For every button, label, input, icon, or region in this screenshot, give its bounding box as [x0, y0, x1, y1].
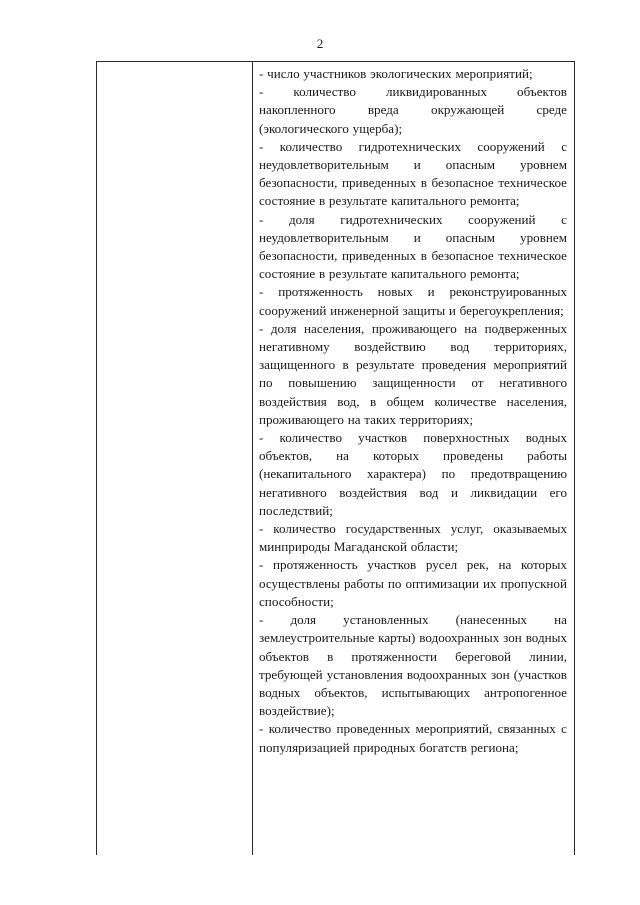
- indicators-table: [96, 61, 575, 855]
- list-item: - доля населения, проживающего на подверженных негативному воздействию вод территориях, защищенного в результате проведения мероприятий по повышению защищенности от негативного воздействия вод, в общем количестве населения, проживающего на таких территориях;: [259, 320, 567, 427]
- indicators-list-cell: [259, 65, 567, 757]
- list-item: - протяженность новых и реконструированных сооружений инженерной защиты и берегоукрепления;: [259, 284, 567, 318]
- list-item: - количество гидротехнических сооружений с неудовлетворительным и опасным уровнем безопасности, приведенных в безопасное техническое состояние в результате капитального ремонта;: [259, 138, 567, 209]
- list-item: - количество проведенных мероприятий, связанных с популяризацией природных богатств региона;: [259, 721, 567, 755]
- list-item: - доля установленных (нанесенных на землеустроительные карты) водоохранных зон водных объектов в протяженности береговой линии, требующей установления водоохранных зон (участков водных объектов, испытывающих антропогенное воздействие);: [259, 612, 567, 719]
- list-item: - количество государственных услуг, оказываемых минприроды Магаданской области;: [259, 521, 567, 555]
- page-number: 2: [316, 36, 324, 51]
- list-item: - количество участков поверхностных водных объектов, на которых проведены работы (некапитального характера) по предотвращению негативного воздействия вод и ликвидации его последствий;: [259, 430, 567, 518]
- list-item: - количество ликвидированных объектов накопленного вреда окружающей среде (экологического ущерба);: [259, 84, 567, 136]
- list-item: - число участников экологических мероприятий;: [259, 66, 533, 81]
- column-divider: [252, 62, 253, 855]
- list-item: - протяженность участков русел рек, на которых осуществлены работы по оптимизации их пропускной способности;: [259, 557, 567, 609]
- list-item: - доля гидротехнических сооружений с неудовлетворительным и опасным уровнем безопасности, приведенных в безопасное техническое состояние в результате капитального ремонта;: [259, 211, 567, 282]
